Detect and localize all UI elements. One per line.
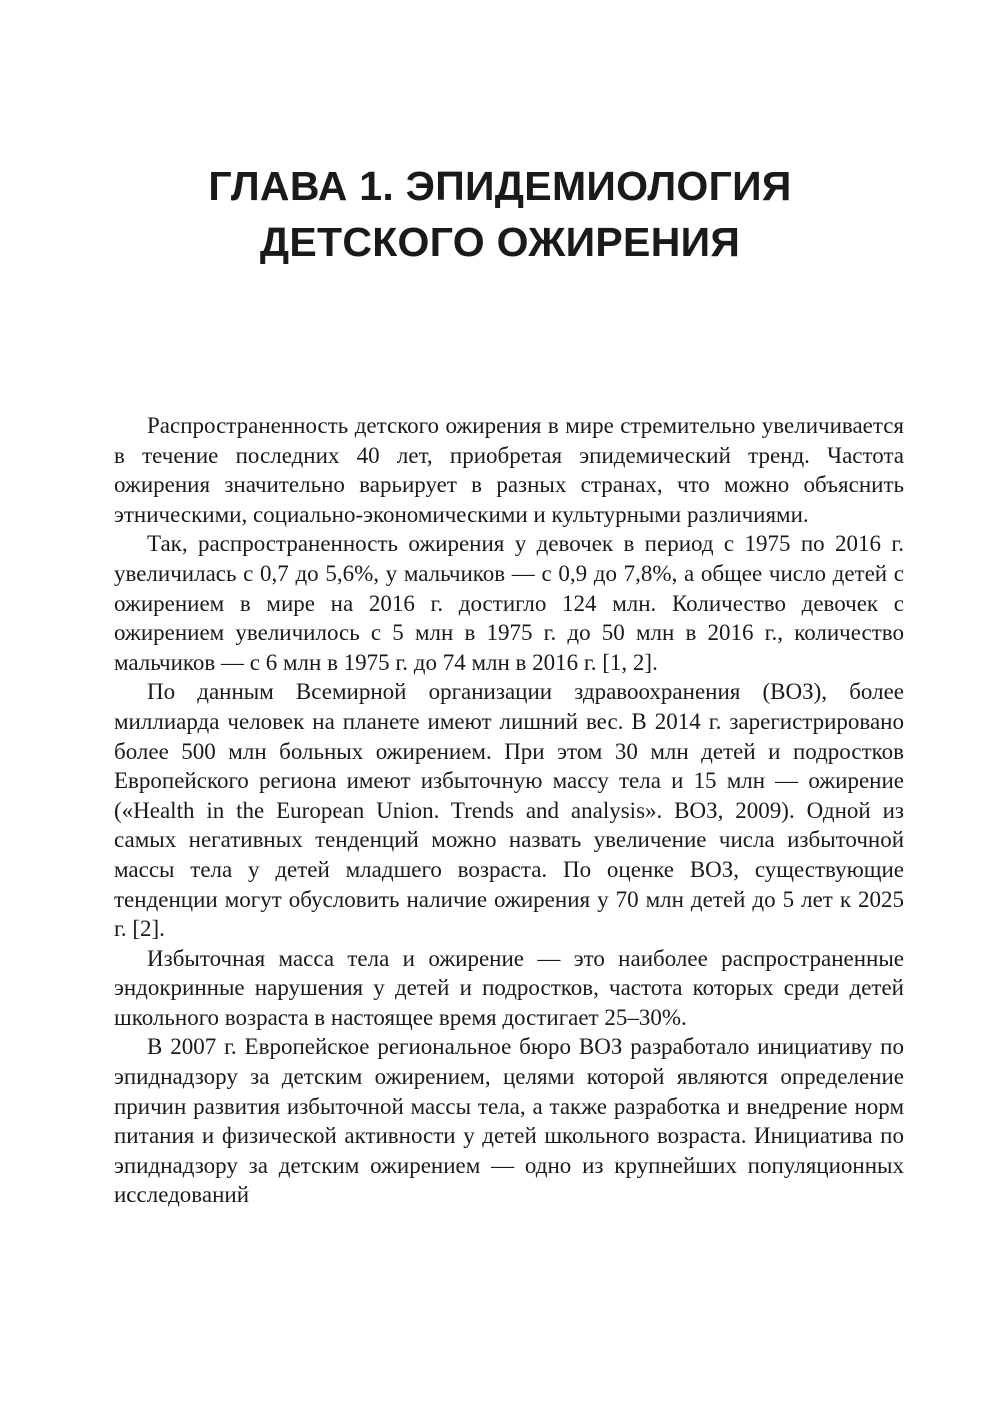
- chapter-body: [114, 411, 904, 1210]
- chapter-title-line-2: ДЕТСКОГО ОЖИРЕНИЯ: [259, 219, 741, 265]
- paragraph-who-data: По данным Всемирной организации здравоохранения (ВОЗ), более миллиарда человек на планете имеют лишний вес. В 2014 г. зарегистрировано более 500 млн больных ожирением. При этом 30 млн детей и подростков Европейского региона имеют избыточную массу тела и 15 млн — ожирение («Health in the European Union. Trends and analysis». ВОЗ, 2009). Одной из самых негативных тенденций можно назвать увеличение числа избыточной массы тела у детей младшего возраста. По оценке ВОЗ, существующие тенденции могут обусловить наличие ожирения у 70 млн детей до 5 лет к 2025 г. [2].: [114, 679, 904, 942]
- chapter-title-line-1: ГЛАВА 1. ЭПИДЕМИОЛОГИЯ: [208, 163, 792, 209]
- paragraph-who-initiative: В 2007 г. Европейское региональное бюро ВОЗ разработало инициативу по эпиднадзору за детским ожирением, целями которой являются определение причин развития избыточной массы тела, а также разработка и внедрение норм питания и физической активности у детей школьного возраста. Инициатива по эпиднадзору за детским ожирением — одно из крупнейших популяционных исследований: [114, 1034, 904, 1208]
- paragraph-endocrine-disorders: Избыточная масса тела и ожирение — это наиболее распространенные эндокринные нарушения у детей и подростков, частота которых среди детей школьного возраста в настоящее время достигает 25–30%.: [114, 945, 904, 1030]
- paragraph-prevalence: Распространенность детского ожирения в мире стремительно увеличивается в течение последних 40 лет, приобретая эпидемический тренд. Частота ожирения значительно варьирует в разных странах, что можно объяснить этническими, социально-экономическими и культурными различиями.: [114, 413, 904, 527]
- chapter-title: [100, 158, 900, 270]
- paragraph-statistics-1975-2016: Так, распространенность ожирения у девочек в период с 1975 по 2016 г. увеличилась с 0,7 до 5,6%, у мальчиков — с 0,9 до 7,8%, а общее число детей с ожирением в мире на 2016 г. достигло 124 млн. Количество девочек с ожирением увеличилось с 5 млн в 1975 г. до 50 млн в 2016 г., количество мальчиков — с 6 млн в 1975 г. до 74 млн в 2016 г. [1, 2].: [114, 531, 904, 675]
